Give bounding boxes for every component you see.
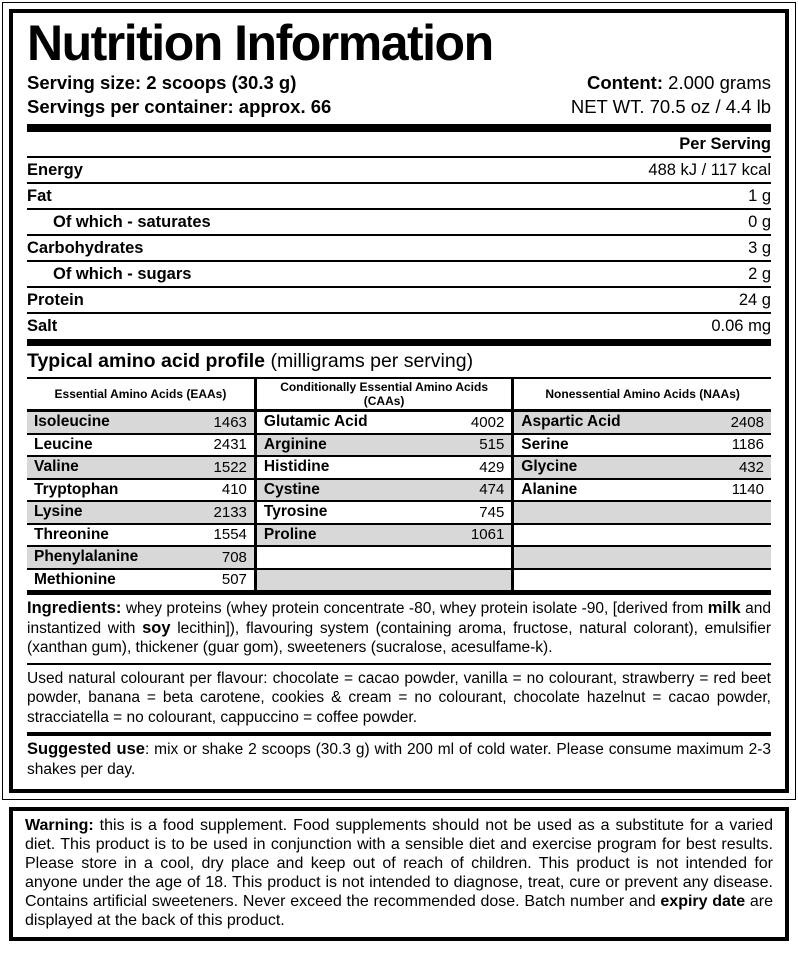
amino-name: Tyrosine bbox=[263, 503, 328, 521]
fact-label: Carbohydrates bbox=[27, 239, 144, 257]
serving-header bbox=[27, 71, 771, 119]
amino-value: 1522 bbox=[213, 458, 247, 476]
fact-value: 3 g bbox=[748, 239, 771, 257]
content-label: Content: bbox=[586, 72, 664, 93]
fact-label: Salt bbox=[27, 317, 58, 335]
amino-section-title bbox=[27, 346, 771, 379]
amino-row bbox=[27, 547, 254, 570]
amino-value: 1140 bbox=[731, 481, 764, 499]
amino-value: 432 bbox=[738, 458, 764, 476]
amino-value: 1061 bbox=[470, 526, 505, 544]
amino-name: Valine bbox=[34, 458, 79, 476]
amino-acid-table bbox=[27, 379, 771, 590]
amino-row bbox=[27, 412, 254, 435]
amino-value: 515 bbox=[479, 436, 505, 454]
amino-name: Proline bbox=[263, 525, 317, 543]
amino-row bbox=[514, 412, 771, 435]
amino-value: 1186 bbox=[731, 436, 764, 454]
ingredients-text: and instantized with bbox=[27, 600, 771, 637]
amino-row bbox=[27, 480, 254, 503]
ingredients-text: lecithin]), flavouring system (containing aroma, fructose, natural colorant), emulsifier (xanthan gum), thickener (guar gom), sweeteners (sucralose, acesulfame-k). bbox=[27, 619, 771, 656]
ingredients-paragraph bbox=[27, 595, 771, 665]
amino-name: Threonine bbox=[34, 525, 109, 543]
amino-row-empty bbox=[514, 570, 771, 591]
amino-row-empty bbox=[257, 547, 511, 570]
amino-rows bbox=[257, 412, 511, 590]
amino-value: 1554 bbox=[213, 526, 247, 544]
amino-value: 2133 bbox=[213, 503, 247, 521]
amino-value: 745 bbox=[479, 503, 505, 521]
fact-row-salt bbox=[27, 314, 771, 338]
amino-column-header: Conditionally Essential Amino Acids (CAAs) bbox=[257, 379, 511, 412]
amino-title-bold: Typical amino acid profile bbox=[27, 350, 266, 372]
amino-value: 429 bbox=[479, 458, 505, 476]
net-weight: NET WT. 70.5 oz / 4.4 lb bbox=[570, 96, 771, 117]
amino-name: Leucine bbox=[34, 435, 93, 453]
expiry-date-label: expiry date bbox=[660, 893, 746, 910]
per-serving-header: Per Serving bbox=[27, 132, 771, 158]
amino-value: 708 bbox=[221, 548, 247, 566]
amino-name: Lysine bbox=[34, 503, 83, 521]
fact-row-saturates bbox=[27, 210, 771, 236]
warning-label: Warning: bbox=[25, 817, 94, 834]
amino-row bbox=[27, 525, 254, 548]
amino-column-naas bbox=[514, 379, 771, 590]
amino-row bbox=[27, 570, 254, 591]
thick-divider-facts-bottom bbox=[27, 339, 771, 346]
amino-row bbox=[514, 457, 771, 480]
amino-row-empty bbox=[514, 525, 771, 548]
fact-row-protein bbox=[27, 288, 771, 314]
label-outer-frame bbox=[2, 2, 796, 800]
suggested-use-label: Suggested use bbox=[27, 740, 145, 758]
thick-divider-top bbox=[27, 124, 771, 132]
amino-value: 474 bbox=[479, 481, 505, 499]
amino-name: Aspartic Acid bbox=[521, 413, 621, 431]
serving-info bbox=[27, 71, 331, 119]
amino-value: 2408 bbox=[730, 413, 764, 431]
amino-name: Isoleucine bbox=[34, 413, 110, 431]
serving-size: Serving size: 2 scoops (30.3 g) bbox=[27, 72, 297, 93]
amino-value: 2431 bbox=[213, 436, 247, 454]
fact-value: 24 g bbox=[738, 291, 771, 309]
fact-value: 2 g bbox=[748, 265, 771, 283]
fact-value: 488 kJ / 117 kcal bbox=[648, 161, 771, 179]
amino-column-caas bbox=[254, 379, 514, 590]
amino-name: Serine bbox=[521, 435, 569, 453]
amino-value: 410 bbox=[221, 481, 247, 499]
amino-name: Phenylalanine bbox=[34, 548, 139, 566]
servings-per-container: Servings per container: approx. 66 bbox=[27, 96, 332, 117]
fact-label: Protein bbox=[27, 291, 84, 309]
warning-text-tail: are displayed at the back of this product. bbox=[25, 893, 774, 929]
amino-row bbox=[257, 525, 511, 548]
suggested-use-paragraph bbox=[27, 736, 771, 784]
fact-row-energy bbox=[27, 158, 771, 184]
amino-row-empty bbox=[514, 502, 771, 525]
amino-name: Tryptophan bbox=[34, 480, 119, 498]
warning-box bbox=[9, 807, 789, 941]
amino-name: Glutamic Acid bbox=[263, 413, 368, 431]
amino-name: Arginine bbox=[263, 435, 327, 453]
nutrition-facts-table bbox=[27, 132, 771, 338]
amino-name: Cystine bbox=[263, 480, 320, 498]
page-title: Nutrition Information bbox=[27, 15, 493, 71]
amino-row bbox=[514, 435, 771, 458]
content-info bbox=[571, 71, 771, 119]
allergen-milk: milk bbox=[707, 599, 741, 617]
ingredients-label: Ingredients: bbox=[27, 599, 122, 617]
amino-row bbox=[27, 435, 254, 458]
amino-row bbox=[257, 480, 511, 503]
fact-value: 0 g bbox=[748, 213, 771, 231]
amino-row-empty bbox=[514, 547, 771, 570]
amino-name: Methionine bbox=[34, 570, 116, 588]
amino-row bbox=[514, 480, 771, 503]
amino-name: Glycine bbox=[521, 458, 578, 476]
amino-row bbox=[257, 435, 511, 458]
content-value: 2.000 grams bbox=[663, 72, 771, 93]
amino-title-units: (milligrams per serving) bbox=[265, 350, 474, 372]
amino-value: 507 bbox=[221, 571, 247, 589]
fact-row-sugars bbox=[27, 262, 771, 288]
fact-row-carbohydrates bbox=[27, 236, 771, 262]
amino-rows bbox=[27, 412, 254, 590]
colourant-paragraph: Used natural colourant per flavour: chocolate = cacao powder, vanilla = no colourant, strawberry = red beet powder, banana = beta carotene, cookies & cream = no colourant, chocolate hazelnut = cacao powder, stracciatella = no colourant, cappuccino = coffee powder. bbox=[27, 665, 771, 737]
amino-column-header: Nonessential Amino Acids (NAAs) bbox=[514, 379, 771, 412]
fact-label: Of which - saturates bbox=[53, 213, 211, 231]
amino-row-empty bbox=[257, 570, 511, 591]
amino-name: Alanine bbox=[521, 480, 578, 498]
fact-label: Of which - sugars bbox=[53, 265, 192, 283]
ingredients-text: whey proteins (whey protein concentrate -80, whey protein isolate -90, [derived from bbox=[121, 600, 708, 617]
amino-row bbox=[257, 502, 511, 525]
nutrition-label-panel bbox=[9, 9, 789, 793]
fact-label: Energy bbox=[27, 161, 83, 179]
amino-value: 1463 bbox=[213, 413, 247, 431]
allergen-soy: soy bbox=[142, 618, 171, 637]
amino-row bbox=[257, 457, 511, 480]
amino-rows bbox=[514, 412, 771, 590]
amino-column-header: Essential Amino Acids (EAAs) bbox=[27, 379, 254, 412]
fact-row-fat bbox=[27, 184, 771, 210]
content-line bbox=[571, 71, 771, 95]
amino-value: 4002 bbox=[470, 413, 505, 431]
fact-value: 1 g bbox=[748, 187, 771, 205]
amino-column-eaas bbox=[27, 379, 254, 590]
amino-name: Histidine bbox=[263, 458, 330, 476]
amino-row bbox=[27, 502, 254, 525]
fact-label: Fat bbox=[27, 187, 52, 205]
amino-row bbox=[27, 457, 254, 480]
suggested-use-text: : mix or shake 2 scoops (30.3 g) with 200 ml of cold water. Please consume maximum 2-3 shakes per day. bbox=[27, 741, 771, 778]
warning-text: this is a food supplement. Food supplements should not be used as a substitute for a varied diet. This product is to be used in conjunction with a sensible diet and exercise program for best results. Please store in a cool, dry place and keep out of reach of children. This product is not intended for anyone under the age of 18. This product is not intended to diagnose, treat, cure or prevent any disease. Contains artificial sweeteners. Never exceed the recommended dose. Batch number and bbox=[25, 817, 773, 910]
amino-row bbox=[257, 412, 511, 435]
fact-value: 0.06 mg bbox=[711, 317, 771, 335]
